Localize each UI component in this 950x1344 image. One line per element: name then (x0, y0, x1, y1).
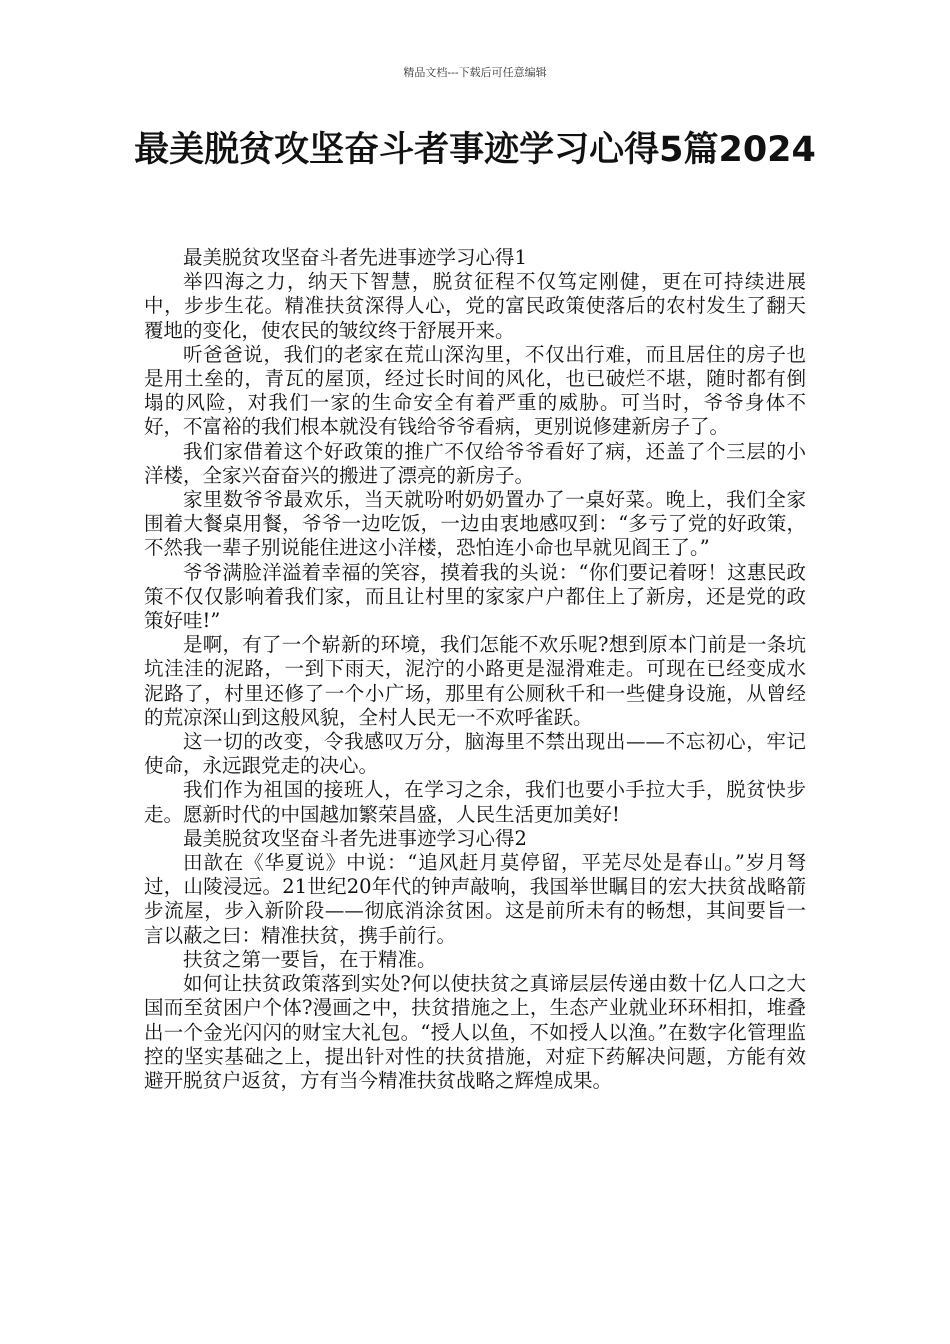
paragraph: 爷爷满脸洋溢着幸福的笑容，摸着我的头说：“你们要记着呀！这惠民政策不仅仅影响着我们家，而且让村里的家家户户都住上了新房，还是党的政策好哇!” (144, 560, 806, 633)
paragraph: 这一切的改变，令我感叹万分，脑海里不禁出现出——不忘初心，牢记使命，永远跟党走的决心。 (144, 730, 806, 778)
paragraph: 我们家借着这个好政策的推广不仅给爷爷看好了病，还盖了个三层的小洋楼，全家兴奋奋兴的搬进了漂亮的新房子。 (144, 439, 806, 487)
paragraph: 是啊，有了一个崭新的环境，我们怎能不欢乐呢?想到原本门前是一条坑坑洼洼的泥路，一到下雨天，泥泞的小路更是湿滑难走。可现在已经变成水泥路了，村里还修了一个小广场，那里有公厕秋千和一些健身设施，从曾经的荒凉深山到这般风貌，全村人民无一不欢呼雀跃。 (144, 633, 806, 729)
document-body (144, 246, 806, 1093)
paragraph: 田歆在《华夏说》中说：“追风赶月莫停留，平芜尽处是春山。”岁月弩过，山陵浸远。21世纪20年代的钟声敲响，我国举世瞩目的宏大扶贫战略箭步流屋，步入新阶段——彻底消涂贫困。这是前所未有的畅想，其间要旨一言以蔽之曰：精准扶贫，携手前行。 (144, 851, 806, 947)
section-heading-1: 最美脱贫攻坚奋斗者先进事迹学习心得1 (183, 246, 527, 269)
document-title: 最美脱贫攻坚奋斗者事迹学习心得5篇2024 (134, 130, 816, 170)
paragraph: 扶贫之第一要旨，在于精准。 (183, 947, 437, 971)
header-note: 精品文档---下载后可任意编辑 (403, 66, 547, 79)
section-heading-2: 最美脱贫攻坚奋斗者先进事迹学习心得2 (183, 826, 527, 850)
paragraph: 举四海之力，纳天下智慧，脱贫征程不仅笃定刚健，更在可持续进展中，步步生花。精准扶贫深得人心，党的富民政策使落后的农村发生了翻天覆地的变化，使农民的皱纹终于舒展开来。 (144, 270, 806, 342)
paragraph: 家里数爷爷最欢乐，当天就吩咐奶奶置办了一桌好菜。晚上，我们全家围着大餐桌用餐，爷爷一边吃饭，一边由衷地感叹到：“多亏了党的好政策，不然我一辈子别说能住进这小洋楼，恐怕连小命也早就见阎王了。” (144, 488, 806, 560)
paragraph: 我们作为祖国的接班人，在学习之余，我们也要小手拉大手，脱贫快步走。愿新时代的中国越加繁荣昌盛，人民生活更加美好! (144, 778, 806, 826)
paragraph: 如何让扶贫政策落到实处?何以使扶贫之真谛层层传递由数十亿人口之大国而至贫困户个体?漫画之中，扶贫措施之上，生态产业就业环环相扣，堆叠出一个金光闪闪的财宝大礼包。“授人以鱼，不如授人以渔。”在数字化管理监控的坚实基础之上，提出针对性的扶贫措施，对症下药解决问题，方能有效避开脱贫户返贫，方有当今精准扶贫战略之辉煌成果。 (144, 972, 806, 1092)
paragraph: 听爸爸说，我们的老家在荒山深沟里，不仅出行难，而且居住的房子也是用土垒的，青瓦的屋顶，经过长时间的风化，也已破烂不堪，随时都有倒塌的风险，对我们一家的生命安全有着严重的威胁。可当时，爷爷身体不好，不富裕的我们根本就没有钱给爷爷看病，更别说修建新房子了。 (144, 342, 806, 439)
